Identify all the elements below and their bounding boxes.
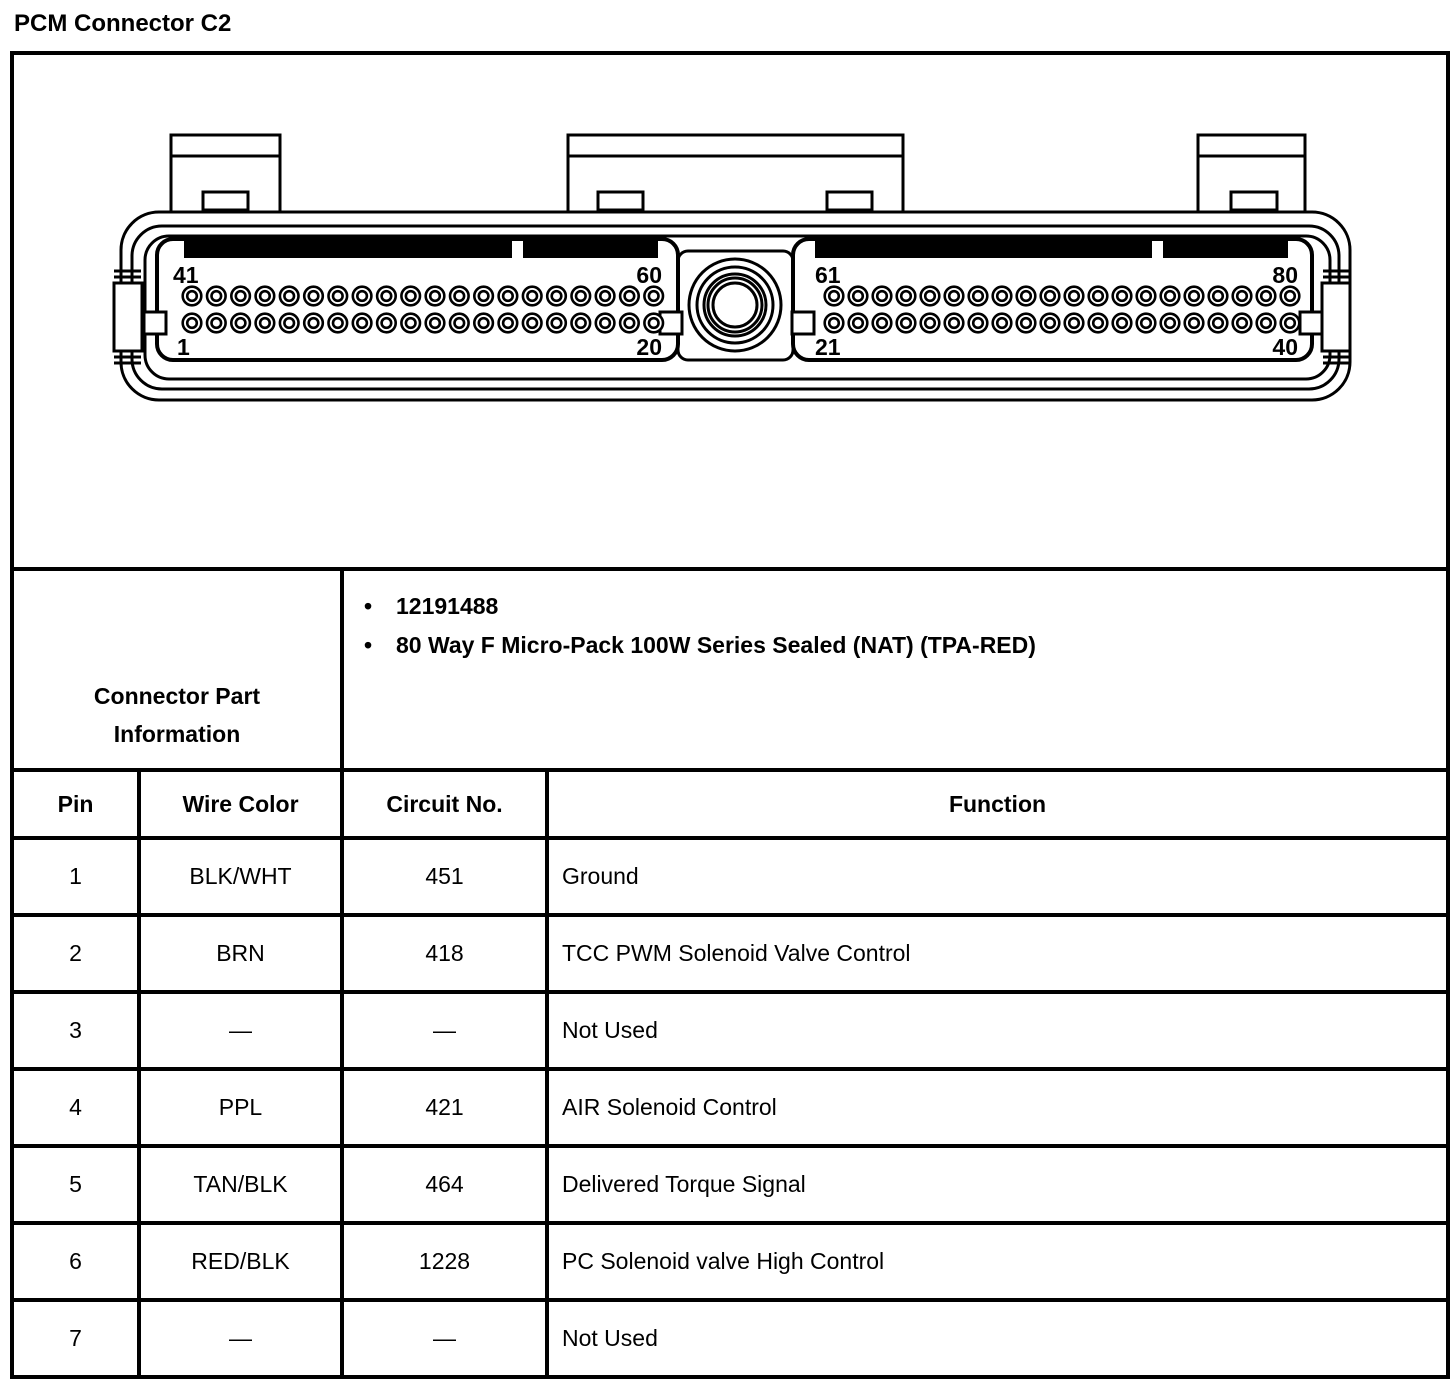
table-row <box>12 1069 1448 1146</box>
table-header-row <box>12 770 1448 838</box>
table-row <box>12 992 1448 1069</box>
connector-tab-right <box>1198 135 1305 212</box>
col-header-function: Function <box>547 770 1448 838</box>
connector-tab-left <box>171 135 280 212</box>
cell-function: Delivered Torque Signal <box>547 1146 1448 1223</box>
pin-label-40: 40 <box>1272 334 1298 360</box>
cell-wire: TAN/BLK <box>139 1146 342 1223</box>
table-row <box>12 1300 1448 1377</box>
pin-label-20: 20 <box>636 334 662 360</box>
cell-circuit: 464 <box>342 1146 547 1223</box>
latch-left <box>114 271 142 363</box>
cell-circuit: — <box>342 1300 547 1377</box>
cell-wire: PPL <box>139 1069 342 1146</box>
cell-circuit: 421 <box>342 1069 547 1146</box>
table-row <box>12 1146 1448 1223</box>
part-description-item <box>364 626 1446 665</box>
connector-part-info-label: Connector Part Information <box>93 683 261 748</box>
pin-label-1: 1 <box>177 334 190 360</box>
part-description: 80 Way F Micro-Pack 100W Series Sealed (NAT) (TPA-RED) <box>396 632 1036 658</box>
cell-wire: BRN <box>139 915 342 992</box>
connector-pinout-table <box>10 567 1450 1379</box>
connector-tab-center <box>568 135 903 212</box>
cell-circuit: 418 <box>342 915 547 992</box>
table-row <box>12 1223 1448 1300</box>
col-header-wire: Wire Color <box>139 770 342 838</box>
part-number-item <box>364 587 1446 626</box>
pin-label-61: 61 <box>815 262 841 288</box>
connector-part-info-label-cell <box>12 569 342 770</box>
cell-wire: — <box>139 992 342 1069</box>
cell-function: Ground <box>547 838 1448 915</box>
pin-label-80: 80 <box>1272 262 1298 288</box>
cell-pin: 6 <box>12 1223 139 1300</box>
cell-circuit: — <box>342 992 547 1069</box>
bullet-icon: • <box>364 593 373 619</box>
pin-label-60: 60 <box>636 262 662 288</box>
cell-pin: 5 <box>12 1146 139 1223</box>
cell-wire: BLK/WHT <box>139 838 342 915</box>
cell-function: AIR Solenoid Control <box>547 1069 1448 1146</box>
cell-wire: RED/BLK <box>139 1223 342 1300</box>
col-header-pin: Pin <box>12 770 139 838</box>
part-info-row <box>12 569 1448 770</box>
table-row <box>12 838 1448 915</box>
pin-label-41: 41 <box>173 262 199 288</box>
cell-pin: 4 <box>12 1069 139 1146</box>
connector-part-info-value-cell <box>342 569 1448 770</box>
pin-label-21: 21 <box>815 334 841 360</box>
page-title: PCM Connector C2 <box>14 10 232 37</box>
bullet-icon: • <box>364 632 373 658</box>
cell-circuit: 1228 <box>342 1223 547 1300</box>
part-number: 12191488 <box>396 593 499 619</box>
connector-diagram <box>14 55 1446 567</box>
cell-pin: 2 <box>12 915 139 992</box>
center-bolt-icon <box>689 259 781 351</box>
cell-pin: 7 <box>12 1300 139 1377</box>
cell-wire: — <box>139 1300 342 1377</box>
cell-function: TCC PWM Solenoid Valve Control <box>547 915 1448 992</box>
cell-pin: 1 <box>12 838 139 915</box>
cell-pin: 3 <box>12 992 139 1069</box>
cell-circuit: 451 <box>342 838 547 915</box>
col-header-circuit: Circuit No. <box>342 770 547 838</box>
table-row <box>12 915 1448 992</box>
connector-diagram-panel <box>10 51 1450 571</box>
cell-function: Not Used <box>547 992 1448 1069</box>
latch-right <box>1322 271 1350 363</box>
cell-function: Not Used <box>547 1300 1448 1377</box>
cell-function: PC Solenoid valve High Control <box>547 1223 1448 1300</box>
